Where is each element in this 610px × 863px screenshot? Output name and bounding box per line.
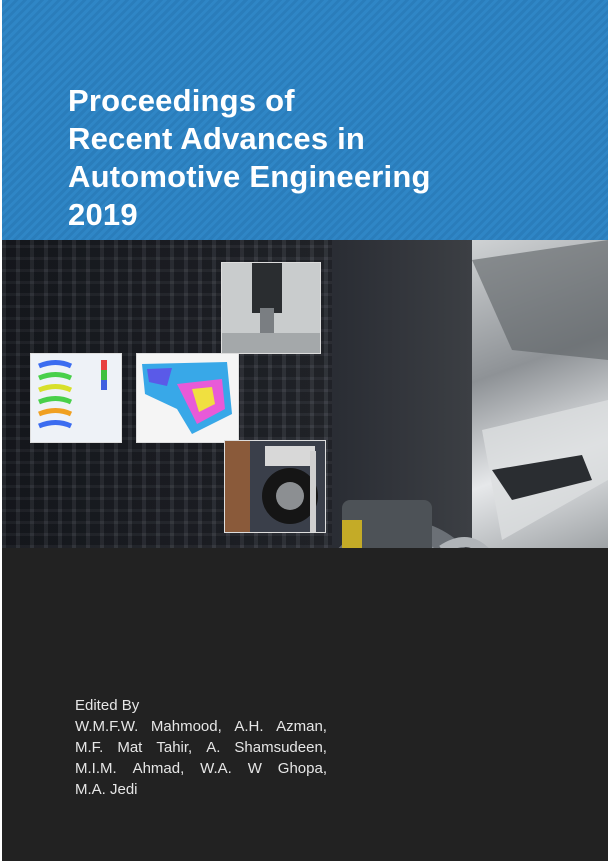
editor-word: M.I.M.: [75, 760, 117, 777]
tire-test-photo: [224, 440, 326, 533]
editor-word: W.M.F.W.: [75, 718, 139, 735]
editor-line-1: [75, 716, 327, 737]
title-line-2: Recent Advances in: [68, 121, 366, 156]
editor-line-2: [75, 737, 327, 758]
editor-word: Mat: [117, 739, 143, 756]
editor-word: Azman,: [276, 718, 327, 735]
editors-block: [75, 695, 327, 800]
editor-word: Ahmad,: [132, 760, 185, 777]
title-line-1: Proceedings of: [68, 83, 295, 118]
thermal-simulation-image: [136, 353, 239, 443]
book-cover: [2, 0, 608, 861]
editor-word: A.H.: [234, 718, 264, 735]
editor-word: W.A.: [200, 760, 232, 777]
edited-by-label: Edited By: [75, 697, 140, 714]
editor-line-4: M.A. Jedi: [75, 781, 138, 798]
editor-word: Ghopa,: [277, 760, 327, 777]
editor-word: Shamsudeen,: [234, 739, 327, 756]
editor-word: Tahir,: [156, 739, 193, 756]
editor-line-3: [75, 758, 327, 779]
spring-fea-image: [30, 353, 122, 443]
editor-word: Mahmood,: [150, 718, 222, 735]
title-line-3: Automotive Engineering: [68, 159, 431, 194]
book-title: [68, 82, 548, 234]
editor-word: A.: [206, 739, 221, 756]
editor-word: W: [247, 760, 262, 777]
engine-image: [302, 480, 502, 548]
title-band: [2, 0, 608, 240]
engine-test-rig-photo: [221, 262, 321, 354]
title-line-4: 2019: [68, 197, 138, 232]
editor-word: M.F.: [75, 739, 104, 756]
